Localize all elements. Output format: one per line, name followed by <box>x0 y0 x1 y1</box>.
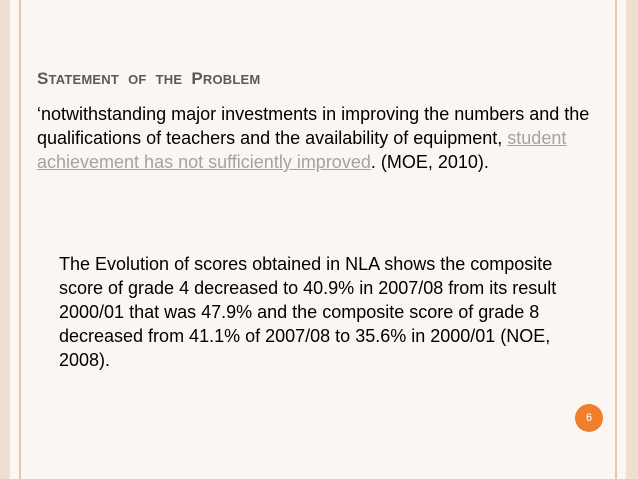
title-word1-rest: TATEMENT <box>48 72 119 87</box>
page-number-badge: 6 <box>575 404 603 432</box>
bullet-text: The Evolution of scores obtained in NLA shows the composite score of grade 4 decreased to 40.9% in 2007/08 from its result 2000/01 that was 47.9% and the composite score of grade 8 decreased from 41.1% of 2007/08 to 35.6% in 2000/01 (NOE, 2008). <box>59 254 557 370</box>
left-border-line <box>19 0 21 479</box>
right-border-bar <box>626 0 638 479</box>
intro-text-before-link: ‘notwithstanding major investments in improving the numbers and the qualifications of teachers and the availability of equipment, <box>37 104 590 148</box>
left-border-bar <box>0 0 10 479</box>
intro-paragraph <box>37 102 612 174</box>
slide-title <box>37 55 260 92</box>
right-border-line <box>615 0 617 479</box>
title-word4-rest: ROBLEM <box>202 72 261 87</box>
title-word2: OF <box>128 72 147 87</box>
title-word4-initial: P <box>191 69 203 88</box>
title-word3: THE <box>155 72 183 87</box>
intro-text-after-link: . (MOE, 2010). <box>370 152 489 172</box>
title-word1-initial: S <box>37 69 49 88</box>
intro-link[interactable]: student achievement has not sufficiently improved <box>37 128 567 172</box>
